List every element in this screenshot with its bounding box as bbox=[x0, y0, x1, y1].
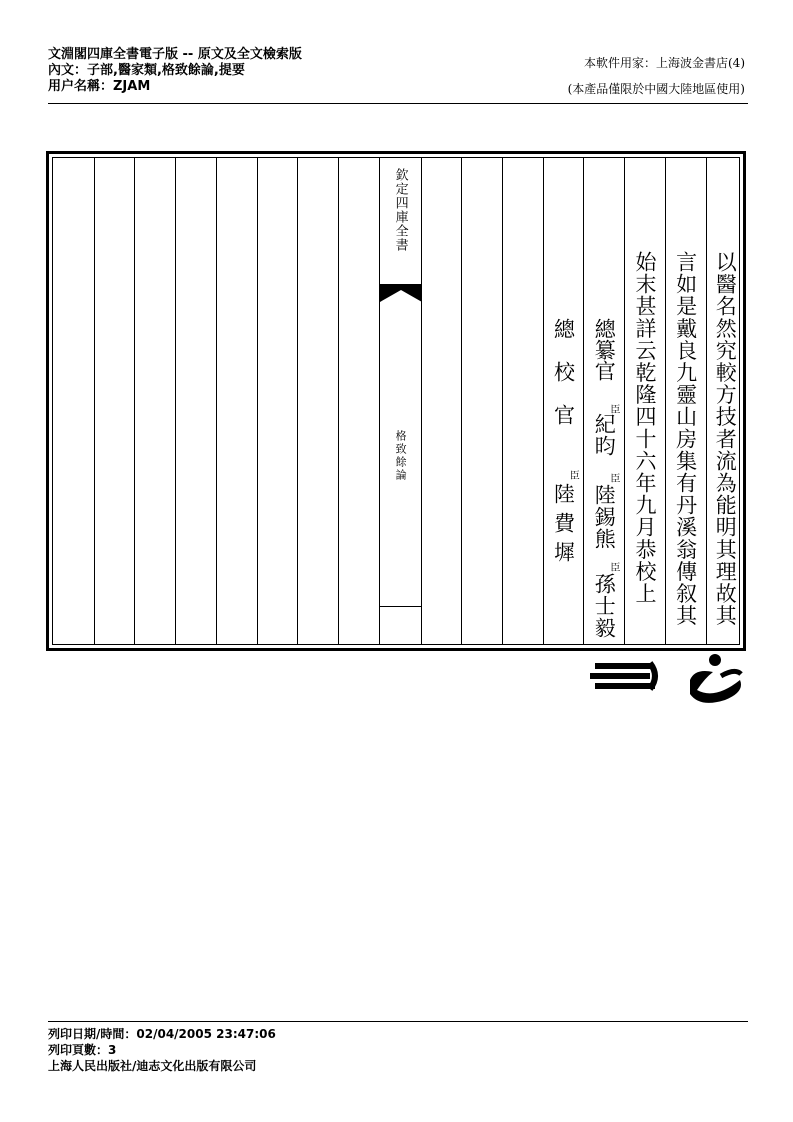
empty-column bbox=[53, 158, 94, 644]
header-title: 文淵閣四庫全書電子版 -- 原文及全文檢索版 bbox=[48, 47, 302, 62]
empty-column bbox=[338, 158, 379, 644]
footer-rule bbox=[48, 1021, 748, 1022]
header-region: (本產品僅限於中國大陸地區使用) bbox=[567, 82, 745, 96]
chen-mark: 臣 bbox=[610, 474, 621, 485]
header-section: 內文：子部,醫家類,格致餘論,提要 bbox=[48, 63, 245, 78]
name-luxixiong: 陸錫熊 bbox=[592, 484, 617, 551]
empty-column bbox=[216, 158, 257, 644]
chen-mark: 臣 bbox=[569, 471, 580, 482]
empty-column bbox=[175, 158, 216, 644]
header-left bbox=[48, 47, 302, 95]
empty-column bbox=[461, 158, 502, 644]
header-licensee: 本軟件用家：上海波金書店(4) bbox=[584, 56, 745, 70]
footer bbox=[48, 1026, 276, 1074]
name-sunshiyi: 孫士毅 bbox=[592, 573, 617, 640]
main-text-line-1: 以醫名然究較方技者流為能明其理故其 bbox=[713, 251, 738, 627]
footer-publisher: 上海人民出版社/迪志文化出版有限公司 bbox=[48, 1059, 257, 1073]
empty-column bbox=[421, 158, 462, 644]
header-user: 用户名稱：ZJAM bbox=[48, 79, 151, 94]
page-frame bbox=[46, 151, 746, 651]
text-column bbox=[706, 158, 745, 644]
spine-subtitle: 格致餘論 bbox=[394, 430, 408, 482]
chen-mark: 臣 bbox=[610, 405, 621, 416]
chen-mark: 臣 bbox=[610, 563, 621, 574]
seal-logo-icon bbox=[685, 650, 747, 705]
empty-column bbox=[257, 158, 298, 644]
main-text-line-2: 言如是戴良九靈山房集有丹溪翁傳叙其 bbox=[673, 251, 698, 627]
center-spine bbox=[379, 158, 421, 644]
empty-column bbox=[502, 158, 543, 644]
title-zongjiao: 總校官 bbox=[551, 318, 576, 447]
empty-column bbox=[297, 158, 338, 644]
spine-title: 欽定四庫全書 bbox=[392, 168, 408, 252]
empty-column bbox=[94, 158, 135, 644]
empty-column bbox=[134, 158, 175, 644]
text-column-zongzuan bbox=[583, 158, 624, 644]
main-text-line-3: 始末甚詳云乾隆四十六年九月恭校上 bbox=[632, 251, 657, 605]
footer-print-datetime: 列印日期/時間：02/04/2005 23:47:06 bbox=[48, 1027, 276, 1041]
text-column bbox=[665, 158, 706, 644]
name-jiyun: 紀昀 bbox=[592, 413, 617, 458]
header-right bbox=[568, 50, 745, 102]
footer-page-count: 列印頁數：3 bbox=[48, 1043, 117, 1057]
publisher-logo-icon bbox=[590, 660, 660, 696]
text-column-zongjiao bbox=[543, 158, 584, 644]
page-inner-frame bbox=[52, 157, 740, 645]
text-column bbox=[624, 158, 665, 644]
name-lufeichi: 陸費墀 bbox=[551, 483, 576, 570]
fishtail-icon bbox=[380, 284, 422, 302]
title-zongzuan: 總纂官 bbox=[592, 318, 617, 381]
spine-divider bbox=[380, 606, 421, 607]
header-rule bbox=[48, 103, 748, 104]
